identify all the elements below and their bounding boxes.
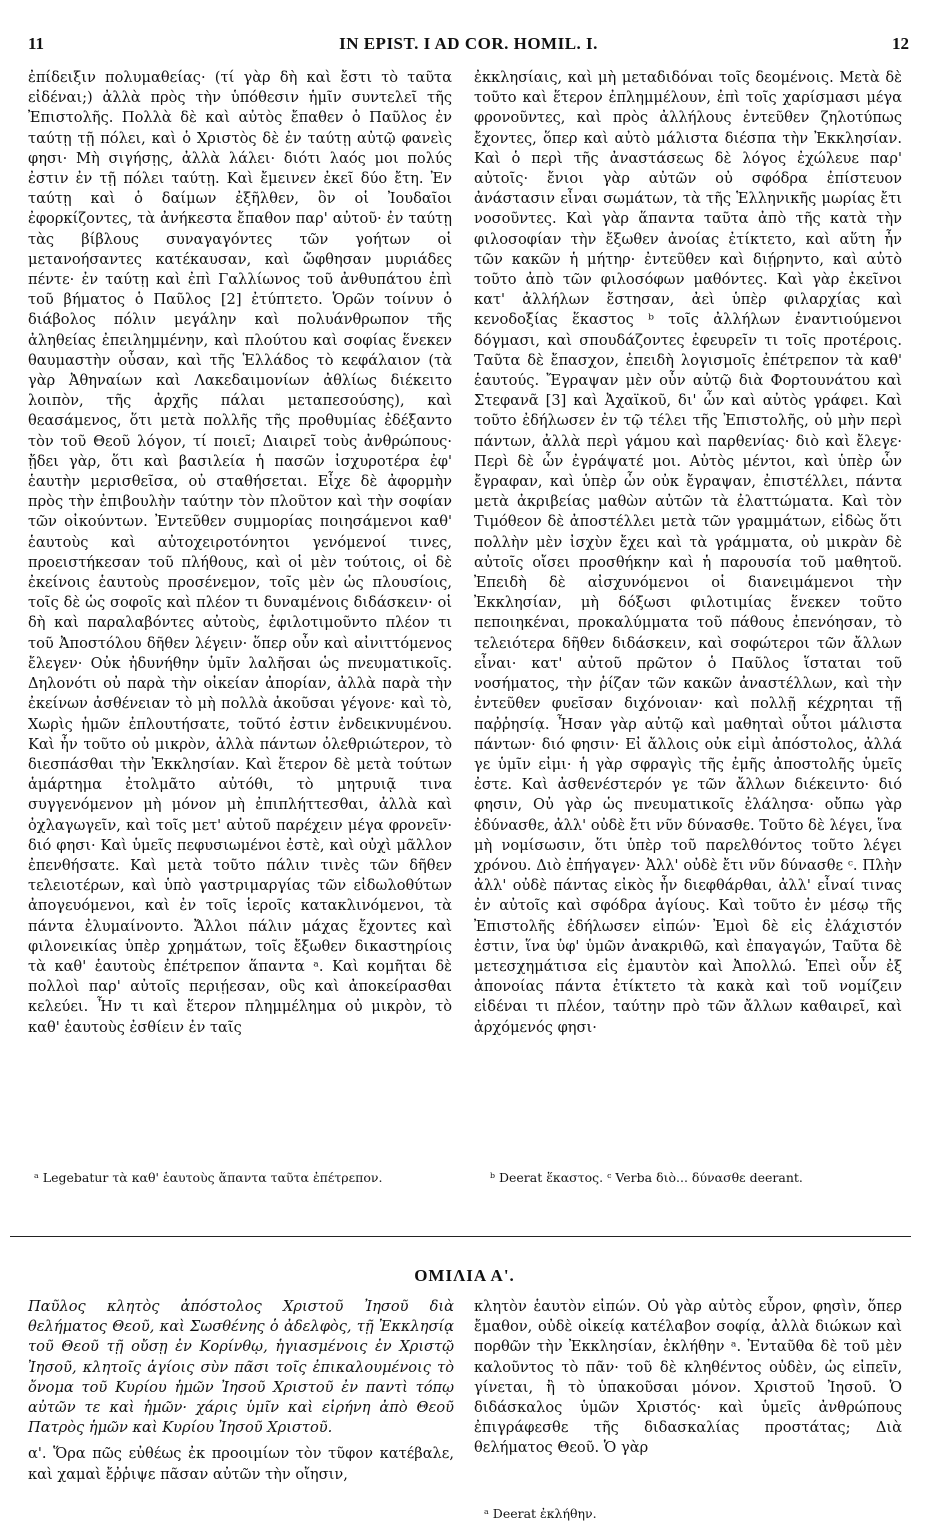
footnote-bottom: ᵃ Deerat ἐκλήθην.: [484, 1506, 597, 1521]
body-text-top-left: ἐπίδειξιν πολυμαθείας· (τί γὰρ δὴ καὶ ἔστι τὸ ταῦτα εἰδέναι;) ἀλλὰ πρὸς τὴν ὑπόθεσιν ἡμῖν συντελεῖ τῆς Ἐπιστολῆς. Πολλὰ δὲ καὶ αὐτὸς ἔπαθεν ὁ Παῦλος ἐν ταύτῃ τῇ πόλει, καὶ ὁ Χριστὸς δὲ ἐν ταύτῃ αὐτῷ φανεὶς φησι· Μὴ σιγήσῃς, ἀλλὰ λάλει· διότι λαός μοι πολύς ἐστιν ἐν τῇ πόλει ταύτῃ. Καὶ ἔμεινεν ἐκεῖ δύο ἔτη. Ἐν ταύτῃ καὶ ὁ δαίμων ἐξῆλθεν, ὃν οἱ Ἰουδαῖοι ἐφορκίζοντες, τὰ ἀνήκεστα ἔπαθον παρ' αὐτοῦ· ἐν ταύτῃ τὰς βίβλους συναγαγόντες τῶν γοήτων οἱ μετανοήσαντες κατέκαυσαν, καὶ ὤφθησαν μυριάδες πέντε· ἐν ταύτῃ καὶ ἐπὶ Γαλλίωνος τοῦ ἀνθυπάτου ἐπὶ τοῦ βήματος ὁ Παῦλος [2] ἐτύπτετο. Ὁρῶν τοίνυν ὁ διάβολος πόλιν μεγάλην καὶ πολυάνθρωπον τῆς ἀληθείας ἐπειλημμένην, καὶ πλούτου καὶ σοφίας ἕνεκεν θαυμαστὴν οὖσαν, καὶ τῆς Ἑλλάδος τὸ κεφάλαιον (τὰ γὰρ Ἀθηναίων καὶ Λακεδαιμονίων ἀθλίως διέκειτο λοιπὸν, τῆς ἀρχῆς πάλαι μεταπεσούσης), καὶ θεασάμενος, ὅτι μετὰ πολλῆς τῆς προθυμίας ἐδέξαντο τὸν τοῦ Θεοῦ λόγον, τί ποιεῖ; Διαιρεῖ τοὺς ἀνθρώπους· ᾔδει γὰρ, ὅτι καὶ βασιλεία ἡ πασῶν ἰσχυροτέρα ἐφ' ἑαυτὴν μερισθεῖσα, οὐ σταθήσεται. Εἶχε δὲ ἀφορμὴν πρὸς τὴν ἐπιβουλὴν ταύτην τὸν πλοῦτον καὶ τὴν σοφίαν τῶν οἰκούντων. Ἐντεῦθεν συμμορίας ποιησάμενοι καθ' ἑαυτοὺς καὶ αὐτοχειροτόνητοι γενόμενοί τινες, προειστήκεσαν τοῦ πλήθους, καὶ οἱ μὲν τούτοις, οἱ δὲ ἐκείνοις ἑαυτοὺς προσένεμον, τοῖς μὲν ὡς πλουσίοις, τοῖς δὲ ὡς σοφοῖς καὶ πλέον τι δυναμένοις διδάσκειν· οἱ δὴ καὶ παραλαβόντες αὐτοὺς, ἐφιλοτιμοῦντο πλέον τι τοῦ Ἀποστόλου δῆθεν λέγειν· ὅπερ οὖν καὶ αἰνιττόμενος ἔλεγεν· Οὐκ ἠδυνήθην ὑμῖν λαλῆσαι ὡς πνευματικοῖς. Δηλονότι οὐ παρὰ τὴν οἰκείαν ἀπορίαν, ἀλλὰ παρὰ τὴν ἐκείνων ἀσθένειαν τὸ μὴ πολλὰ ἀκοῦσαι γέγονε· καὶ τὸ, Χωρὶς ἡμῶν ἐπλουτήσατε, τοῦτό ἐστιν ἐνδεικνυμένου. Καὶ ἦν τοῦτο οὐ μικρὸν, ἀλλὰ πάντων ὀλεθριώτερον, τὸ διεσπάσθαι τὴν Ἐκκλησίαν. Καὶ ἕτερον δὲ μετὰ τούτων ἁμάρτημα ἐτολμᾶτο αὐτόθι, τὸ μητρυιᾷ τινα συγγενόμενον μὴ μόνον μὴ ἐπιπλήττεσθαι, ἀλλὰ καὶ ὀχλαγωγεῖν, καὶ τοῖς μετ' αὐτοῦ παρέχειν μέγα φρονεῖν· διό φησι· Καὶ ὑμεῖς πεφυσιωμένοι ἐστὲ, καὶ οὐχὶ μᾶλλον ἐπενθήσατε. Καὶ μετὰ τοῦτο πάλιν τινὲς τῶν δῆθεν τελειοτέρων, καὶ ὑπὸ γαστριμαργίας τῶν εἰδωλοθύτων ἀπογευόμενοι, καὶ ἐν τοῖς ἱεροῖς κατακλινόμενοι, τὰ πάντα ἐλυμαίνοντο. Ἄλλοι πάλιν μάχας ἔχοντες καὶ φιλονεικίας ὑπὲρ χρημάτων, τοῖς ἔξωθεν δικαστηρίοις τὰ καθ' ἑαυτοὺς ἐπέτρεπον ἅπαντα ᵃ. Καὶ κομῆται δὲ πολλοὶ παρ' αὐτοῖς περιῄεσαν, οὓς καὶ ἀποκείρασθαι κελεύει. Ἦν τι καὶ ἕτερον πλημμέλημα οὐ μικρὸν, τὸ καθ' ἑαυτοὺς ἐσθίειν ἐν ταῖς: [28, 69, 452, 1036]
page-number-left: 11: [28, 34, 45, 53]
column-top-left: [28, 68, 452, 1168]
body-text-bottom-right: κλητὸν ἑαυτὸν εἰπών. Οὐ γὰρ αὐτὸς εὗρον, φησὶν, ὅπερ ἔμαθον, οὐδὲ οἰκείᾳ κατέλαβον σοφίᾳ, ἀλλὰ διώκων καὶ πορθῶν τὴν Ἐκκλησίαν, ἐκλήθην ᵃ. Ἐνταῦθα δὲ τοῦ μὲν καλοῦντος τὸ πᾶν· τοῦ δὲ κληθέντος οὐδὲν, ὡς εἰπεῖν, γίνεται, ἢ τὸ ὑπακοῦσαι μόνον. Χριστοῦ Ἰησοῦ. Ὁ διδάσκαλος ὑμῶν Χριστός· καὶ ὑμεῖς ἀνθρώπους ἐπιγράφεσθε τῆς διδασκαλίας προστάτας; Διὰ θελήματος Θεοῦ. Ὁ γὰρ: [474, 1298, 902, 1457]
page-header: [28, 34, 909, 58]
footnote-left: ᵃ Legebatur τὰ καθ' ἑαυτοὺς ἅπαντα ταῦτα ἐπέτρεπον.: [34, 1170, 383, 1185]
homily-title: ΟΜΙΛΙΑ Α'.: [414, 1266, 515, 1285]
column-top-right: [474, 68, 902, 1168]
running-title: IN EPIST. I AD COR. HOMIL. I.: [339, 34, 598, 53]
body-text-top-right: ἐκκλησίαις, καὶ μὴ μεταδιδόναι τοῖς δεομένοις. Μετὰ δὲ τοῦτο καὶ ἕτερον ἐπλημμέλουν, ἐπὶ τοῖς χαρίσμασι μέγα φρονοῦντες, καὶ πρὸς ἀλλήλους ἐντεῦθεν ζηλοτύπως ἔχοντες, ὅπερ καὶ αὐτὸ μάλιστα διέσπα τὴν Ἐκκλησίαν. Καὶ ὁ περὶ τῆς ἀναστάσεως δὲ λόγος ἐχώλευε παρ' αὐτοῖς· ἔνιοι γὰρ αὐτῶν οὐ σφόδρα ἐπίστευον ἀνάστασιν εἶναι σωμάτων, τὰ τῆς Ἑλληνικῆς μωρίας ἔτι νοσοῦντες. Καὶ γὰρ ἅπαντα ταῦτα ἀπὸ τῆς κατὰ τὴν φιλοσοφίαν τὴν ἔξωθεν ἀνοίας ἐτίκτετο, καὶ αὕτη ἦν τῶν κακῶν ἡ μήτηρ· ἐντεῦθεν καὶ διῄρηντο, καὶ αὐτὸ τοῦτο ἀπὸ τῶν φιλοσόφων μαθόντες. Καὶ γὰρ ἐκεῖνοι κατ' ἀλλήλων ἔστησαν, ἀεὶ ὑπὲρ φιλαρχίας καὶ κενοδοξίας ἕκαστος ᵇ τοῖς ἀλλήλων ἐναντιούμενοι δόγμασι, καὶ σπουδάζοντες ἐφευρεῖν τι τοῖς προτέροις. Ταῦτα δὲ ἔπασχον, ἐπειδὴ λογισμοῖς ἐπέτρεπον τὰ καθ' ἑαυτούς. Ἔγραψαν μὲν οὖν αὐτῷ διὰ Φορτουνάτου καὶ Στεφανᾶ [3] καὶ Ἀχαϊκοῦ, δι' ὧν καὶ αὐτὸς γράφει. Καὶ τοῦτο ἐδήλωσεν ἐν τῷ τέλει τῆς Ἐπιστολῆς, οὐ μὴν περὶ πάντων, ἀλλὰ περὶ γάμου καὶ παρθενίας· διὸ καὶ ἔλεγε· Περὶ δὲ ὧν ἐγράψατέ μοι. Αὐτὸς μέντοι, καὶ ὑπὲρ ὧν ἔγραφαν, καὶ ὑπὲρ ὧν οὐκ ἔγραψαν, ἐπιστέλλει, πάντα μετὰ ἀκριβείας μαθὼν αὐτῶν τὰ ἐλαττώματα. Καὶ τὸν Τιμόθεον δὲ ἀποστέλλει μετὰ τῶν γραμμάτων, εἰδὼς ὅτι πολλὴν μὲν ἰσχὺν ἔχει καὶ τὰ γράμματα, οὐ μικρὰν δὲ αὐτοῖς οἴσει προσθήκην καὶ ἡ παρουσία τοῦ μαθητοῦ. Ἐπειδὴ δὲ αἰσχυνόμενοι οἱ διανειμάμενοι τὴν Ἐκκλησίαν, μὴ δόξωσι φιλοτιμίας ἕνεκεν τοῦτο πεποιηκέναι, προκαλύμματα τοῦ πάθους ἐπενόησαν, τὸ τελειότερα δῆθεν διδάσκειν, καὶ σοφώτεροι τῶν ἄλλων εἶναι· κατ' αὐτοῦ πρῶτον ὁ Παῦλος ἵσταται τοῦ νοσήματος, τὴν ῥίζαν τῶν κακῶν ἀναστέλλων, καὶ τὴν ἐντεῦθεν φυεῖσαν διχόνοιαν· καὶ πολλῇ κέχρηται τῇ παῤῥησίᾳ. Ἦσαν γὰρ αὐτῷ καὶ μαθηταὶ οὗτοι μάλιστα πάντων· διό φησιν· Εἰ ἄλλοις οὐκ εἰμὶ ἀπόστολος, ἀλλά γε ὑμῖν εἰμι· ἡ γὰρ σφραγὶς τῆς ἐμῆς ἀποστολῆς ὑμεῖς ἐστε. Καὶ ἀσθενέστερόν γε τῶν ἄλλων διέκειντο· διό φησιν, Οὐ γὰρ ὡς πνευματικοῖς ἐλάλησα· οὔπω γὰρ ἐδύνασθε, ἀλλ' οὐδὲ ἔτι νῦν δύνασθε. Τοῦτο δὲ λέγει, ἵνα μὴ νομίσωσιν, ὅτι ὑπὲρ τοῦ παρελθόντος τοῦτο λέγει χρόνου. Διὸ ἐπήγαγεν· Ἀλλ' οὐδὲ ἔτι νῦν δύνασθε ᶜ. Πλὴν ἀλλ' οὐδὲ πάντας εἰκὸς ἦν διεφθάρθαι, ἀλλ' εἶναί τινας ἐν αὐτοῖς καὶ σφόδρα ἁγίους. Καὶ τοῦτο ἐν μέσῳ τῆς Ἐπιστολῆς ἐδήλωσεν εἰπών· Ἐμοὶ δὲ εἰς ἐλάχιστόν ἐστιν, ἵνα ὑφ' ὑμῶν ἀνακριθῶ, καὶ ἐπαγαγών, Ταῦτα δὲ μετεσχημάτισα εἰς ἐμαυτὸν καὶ Ἀπολλώ. Ἐπεὶ οὖν ἐξ ἀπονοίας πάντα ἐτίκτετο τὰ κακὰ καὶ τοῦ νομίζειν εἰδέναι τι πλέον, ταύτην πρὸ τῶν ἄλλων καθαιρεῖ, καὶ ἀρχόμενός φησι·: [474, 69, 902, 1036]
scripture-lemma: Παῦλος κλητὸς ἀπόστολος Χριστοῦ Ἰησοῦ διὰ θελήματος Θεοῦ, καὶ Σωσθένης ὁ ἀδελφὸς, τῇ Ἐκκλησίᾳ τοῦ Θεοῦ τῇ οὔσῃ ἐν Κορίνθῳ, ἡγιασμένοις ἐν Χριστῷ Ἰησοῦ, κλητοῖς ἁγίοις σὺν πᾶσι τοῖς ἐπικαλουμένοις τὸ ὄνομα τοῦ Κυρίου ἡμῶν Ἰησοῦ Χριστοῦ ἐν παντὶ τόπῳ αὐτῶν τε καὶ ἡμῶν· χάρις ὑμῖν καὶ εἰρήνη ἀπὸ Θεοῦ Πατρὸς ἡμῶν καὶ Κυρίου Ἰησοῦ Χριστοῦ.: [28, 1298, 454, 1437]
column-bottom-left: [28, 1297, 454, 1497]
column-bottom-right: [474, 1297, 902, 1457]
footnote-right: ᵇ Deerat ἕκαστος. ᶜ Verba διὸ... δύνασθε deerant.: [490, 1170, 803, 1185]
body-text-bottom-left: α'. Ὅρα πῶς εὐθέως ἐκ προοιμίων τὸν τῦφον κατέβαλε, καὶ χαμαὶ ἔῤῥιψε πᾶσαν αὐτῶν τὴν οἴησιν,: [28, 1445, 454, 1483]
page-number-right: 12: [892, 34, 909, 53]
section-divider: [10, 1236, 911, 1237]
